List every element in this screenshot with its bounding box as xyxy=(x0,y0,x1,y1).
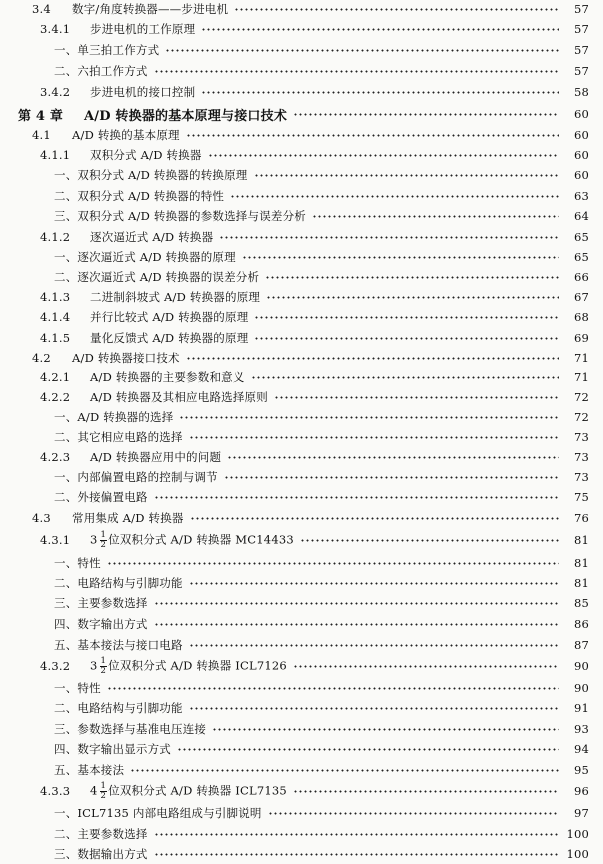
toc-title xyxy=(48,637,183,653)
toc-page-number: 63 xyxy=(573,189,589,203)
toc-entry-row[interactable] xyxy=(0,824,603,844)
toc-title xyxy=(66,127,180,143)
toc-title-text: 二、主要参数选择 xyxy=(54,827,148,841)
toc-title xyxy=(84,657,287,676)
toc-title-text: 二、电路结构与引脚功能 xyxy=(54,576,183,590)
toc-number: 3.4.1 xyxy=(40,22,71,36)
toc-entry-row[interactable] xyxy=(0,287,603,307)
toc-page-number: 100 xyxy=(566,827,589,841)
toc-page-number: 58 xyxy=(573,85,589,99)
toc-entry-row[interactable] xyxy=(0,307,603,327)
dot-leader xyxy=(201,28,559,31)
toc-entry-row[interactable] xyxy=(0,635,603,655)
toc-title-text: 一、ICL7135 内部电路组成与引脚说明 xyxy=(54,806,262,820)
toc-title xyxy=(48,208,306,224)
dot-leader xyxy=(300,539,559,542)
toc-entry-row[interactable] xyxy=(0,186,603,206)
toc-entry-row[interactable] xyxy=(0,678,603,698)
fraction xyxy=(100,531,108,550)
toc-entry-row[interactable] xyxy=(0,573,603,593)
toc-page-number: 71 xyxy=(573,351,589,365)
toc-entry-row[interactable] xyxy=(0,82,603,102)
toc-page-number: 81 xyxy=(573,556,589,570)
toc-entry-row[interactable] xyxy=(0,739,603,759)
toc-title-text: 二、其它相应电路的选择 xyxy=(54,430,183,444)
dot-leader xyxy=(165,49,559,52)
fraction-numerator: 1 xyxy=(100,655,107,666)
toc-title-text: 三、参数选择与基准电压连接 xyxy=(54,722,207,736)
dot-leader xyxy=(154,602,559,605)
toc-title xyxy=(84,369,245,385)
toc-number: 4.3.3 xyxy=(40,784,71,798)
toc-page-number: 90 xyxy=(573,659,589,673)
toc-title xyxy=(48,616,148,632)
toc-title xyxy=(48,42,159,58)
toc-page-number: 94 xyxy=(573,742,589,756)
toc-title xyxy=(48,762,124,778)
toc-number: 4.1.5 xyxy=(40,331,71,345)
fraction xyxy=(100,657,108,676)
toc-title-text: 位双积分式 A/D 转换器 ICL7126 xyxy=(108,658,287,672)
toc-title-text: 并行比较式 A/D 转换器的原理 xyxy=(90,310,249,324)
toc-page-number: 60 xyxy=(573,168,589,182)
toc-number: 4.1 xyxy=(32,128,51,142)
toc-entry-row[interactable] xyxy=(0,407,603,427)
toc-title xyxy=(48,700,183,716)
toc-page-number: 100 xyxy=(566,847,589,861)
toc-entry-row[interactable] xyxy=(0,844,603,864)
toc-number: 4.3 xyxy=(32,511,51,525)
toc-title-text: 双积分式 A/D 转换器 xyxy=(90,148,202,162)
toc-entry-row[interactable] xyxy=(0,165,603,185)
dot-leader xyxy=(154,496,559,499)
dot-leader xyxy=(254,337,559,340)
toc-page-number: 96 xyxy=(573,784,589,798)
toc-title-text: 数字/角度转换器——步进电机 xyxy=(72,2,229,16)
toc-number: 第 4 章 xyxy=(18,108,64,124)
toc-page-number: 81 xyxy=(573,576,589,590)
toc-title-text: 三、数据输出方式 xyxy=(54,847,148,861)
fraction xyxy=(100,782,108,801)
toc-title xyxy=(48,721,206,737)
toc-title xyxy=(66,510,184,526)
dot-leader xyxy=(186,134,559,137)
mixed-number-whole: 3 xyxy=(90,532,98,546)
toc-title-text: 二、双积分式 A/D 转换器的特性 xyxy=(54,189,225,203)
toc-entry-row[interactable] xyxy=(0,467,603,487)
toc-entry-row[interactable] xyxy=(0,719,603,739)
toc-page-number: 66 xyxy=(573,270,589,284)
toc-title-text: 一、特性 xyxy=(54,556,101,570)
toc-title xyxy=(48,63,148,79)
dot-leader xyxy=(212,728,559,731)
toc-page-number: 73 xyxy=(573,450,589,464)
toc-title xyxy=(48,575,183,591)
toc-title-text: A/D 转换器及其相应电路选择原则 xyxy=(90,390,268,404)
fraction-denominator: 2 xyxy=(100,790,107,801)
toc-entry-row[interactable] xyxy=(0,145,603,165)
toc-page-number: 57 xyxy=(573,43,589,57)
toc-number: 3.4.2 xyxy=(40,85,71,99)
dot-leader xyxy=(189,582,559,585)
toc-entry-row[interactable] xyxy=(0,487,603,507)
toc-entry-row[interactable] xyxy=(0,553,603,573)
toc-title-text: 逐次逼近式 A/D 转换器 xyxy=(90,230,214,244)
toc-title-text: 步进电机的接口控制 xyxy=(90,85,196,99)
dot-leader xyxy=(293,113,559,116)
toc-title xyxy=(48,680,101,696)
toc-page-number: 57 xyxy=(573,2,589,16)
toc-entry-row[interactable] xyxy=(0,656,603,676)
toc-title-text: A/D 转换器应用中的问题 xyxy=(90,450,222,464)
dot-leader xyxy=(186,357,559,360)
toc-title xyxy=(48,469,218,485)
toc-entry-row[interactable] xyxy=(0,19,603,39)
toc-title-text: 一、单三拍工作方式 xyxy=(54,43,160,57)
toc-title xyxy=(84,84,195,100)
dot-leader xyxy=(201,91,559,94)
toc-title xyxy=(48,826,148,842)
toc-page-number: 57 xyxy=(573,22,589,36)
toc-entry-row[interactable] xyxy=(0,267,603,287)
dot-leader xyxy=(177,748,559,751)
toc-title-text: A/D 转换器的主要参数和意义 xyxy=(90,370,245,384)
fraction-denominator: 2 xyxy=(100,665,107,676)
toc-title xyxy=(66,1,228,17)
dot-leader xyxy=(265,276,559,279)
toc-entry-row[interactable] xyxy=(0,698,603,718)
toc-title xyxy=(48,269,259,285)
toc-title-text: 三、双积分式 A/D 转换器的参数选择与误差分析 xyxy=(54,209,307,223)
dot-leader xyxy=(154,853,559,856)
dot-leader xyxy=(268,812,559,815)
toc-title xyxy=(48,805,262,821)
toc-number: 3.4 xyxy=(32,2,51,16)
toc-page-number: 86 xyxy=(573,617,589,631)
toc-title xyxy=(84,21,195,37)
toc-page-number: 73 xyxy=(573,470,589,484)
toc-number: 4.1.2 xyxy=(40,230,71,244)
toc-entry-row[interactable] xyxy=(0,348,603,368)
toc-number: 4.2 xyxy=(32,351,51,365)
toc-number: 4.1.4 xyxy=(40,310,71,324)
toc-page-number: 68 xyxy=(573,310,589,324)
toc-entry-row[interactable] xyxy=(0,328,603,348)
toc-title xyxy=(84,229,213,245)
toc-title-text: 一、内部偏置电路的控制与调节 xyxy=(54,470,218,484)
dot-leader xyxy=(293,665,559,668)
toc-entry-row[interactable] xyxy=(0,40,603,60)
toc-title-text: 常用集成 A/D 转换器 xyxy=(72,511,184,525)
toc-entry-row[interactable] xyxy=(0,803,603,823)
toc-title xyxy=(84,782,287,801)
toc-title-text: A/D 转换器的基本原理与接口技术 xyxy=(84,108,288,124)
toc-title-text: 二、电路结构与引脚功能 xyxy=(54,701,183,715)
toc-page-number: 91 xyxy=(573,701,589,715)
toc-number: 4.3.2 xyxy=(40,659,71,673)
toc-entry-row[interactable] xyxy=(0,508,603,528)
toc-title-text: 量化反馈式 A/D 转换器的原理 xyxy=(90,331,249,345)
dot-leader xyxy=(154,833,559,836)
toc-entry-row[interactable] xyxy=(0,427,603,447)
toc-number: 4.2.3 xyxy=(40,450,71,464)
toc-entry-row[interactable] xyxy=(0,447,603,467)
toc-entry-row[interactable] xyxy=(0,760,603,780)
toc-number: 4.2.2 xyxy=(40,390,71,404)
dot-leader xyxy=(154,70,559,73)
toc-page-number: 69 xyxy=(573,331,589,345)
toc-page-number: 72 xyxy=(573,390,589,404)
toc-page-number: 85 xyxy=(573,596,589,610)
toc-title xyxy=(48,489,148,505)
toc-title xyxy=(48,409,173,425)
toc-page-number: 72 xyxy=(573,410,589,424)
toc-page-number: 65 xyxy=(573,230,589,244)
dot-leader xyxy=(190,517,559,520)
dot-leader xyxy=(224,476,559,479)
toc-title-text: A/D 转换器接口技术 xyxy=(72,351,180,365)
toc-page-number: 97 xyxy=(573,806,589,820)
toc-entry-row[interactable] xyxy=(0,206,603,226)
toc-entry-row[interactable] xyxy=(0,247,603,267)
fraction-numerator: 1 xyxy=(100,529,107,540)
toc-title-text: 二、外接偏置电路 xyxy=(54,490,148,504)
mixed-number-whole: 3 xyxy=(90,658,98,672)
dot-leader xyxy=(107,687,559,690)
toc-title-text: 一、A/D 转换器的选择 xyxy=(54,410,174,424)
toc-page-number: 75 xyxy=(573,490,589,504)
dot-leader xyxy=(266,296,559,299)
toc-title xyxy=(84,289,260,305)
dot-leader xyxy=(189,707,559,710)
dot-leader xyxy=(189,644,559,647)
dot-leader xyxy=(251,376,559,379)
dot-leader xyxy=(189,436,559,439)
toc-number: 4.3.1 xyxy=(40,533,71,547)
toc-title-text: 二、逐次逼近式 A/D 转换器的误差分析 xyxy=(54,270,260,284)
toc-page-number: 60 xyxy=(573,128,589,142)
toc-title-text: 二进制斜坡式 A/D 转换器的原理 xyxy=(90,290,261,304)
dot-leader xyxy=(254,316,559,319)
dot-leader xyxy=(227,456,559,459)
toc-title-text: 一、逐次逼近式 A/D 转换器的原理 xyxy=(54,250,236,264)
toc-title-text: 位双积分式 A/D 转换器 MC14433 xyxy=(108,532,294,546)
dot-leader xyxy=(230,195,559,198)
toc-title xyxy=(48,846,148,862)
dot-leader xyxy=(179,416,559,419)
toc-page-number: 73 xyxy=(573,430,589,444)
toc-page-number: 93 xyxy=(573,722,589,736)
toc-chapter-row[interactable] xyxy=(0,104,603,124)
toc-title-text: 一、特性 xyxy=(54,681,101,695)
toc-title xyxy=(84,531,294,550)
toc-title xyxy=(84,147,202,163)
toc-title xyxy=(48,741,171,757)
toc-title-text: 五、基本接法 xyxy=(54,763,125,777)
toc-page-number: 57 xyxy=(573,64,589,78)
toc-title-text: 四、数字输出显示方式 xyxy=(54,742,171,756)
toc-page-number: 60 xyxy=(573,107,589,121)
toc-title-text: 五、基本接法与接口电路 xyxy=(54,638,183,652)
toc-title xyxy=(48,167,248,183)
dot-leader xyxy=(234,8,559,11)
toc-title-text: 三、主要参数选择 xyxy=(54,596,148,610)
toc-entry-row[interactable] xyxy=(0,614,603,634)
toc-page-number: 65 xyxy=(573,250,589,264)
toc-number: 4.2.1 xyxy=(40,370,71,384)
toc-page-number: 95 xyxy=(573,763,589,777)
toc-title xyxy=(84,309,248,325)
toc-entry-row[interactable] xyxy=(0,781,603,801)
toc-entry-row[interactable] xyxy=(0,125,603,145)
dot-leader xyxy=(274,396,559,399)
toc-number: 4.1.3 xyxy=(40,290,71,304)
toc-entry-row[interactable] xyxy=(0,593,603,613)
dot-leader xyxy=(130,769,559,772)
dot-leader xyxy=(254,174,559,177)
toc-title-text: 二、六拍工作方式 xyxy=(54,64,148,78)
toc-title xyxy=(48,595,148,611)
fraction-numerator: 1 xyxy=(100,780,107,791)
fraction-denominator: 2 xyxy=(100,539,107,550)
toc-entry-row[interactable] xyxy=(0,227,603,247)
toc-title-text: A/D 转换的基本原理 xyxy=(72,128,180,142)
toc-page-number: 71 xyxy=(573,370,589,384)
toc-title xyxy=(48,429,183,445)
dot-leader xyxy=(219,236,559,239)
toc-page-number: 60 xyxy=(573,148,589,162)
toc-entry-row[interactable] xyxy=(0,61,603,81)
toc-page-number: 64 xyxy=(573,209,589,223)
toc-entry-row[interactable] xyxy=(0,0,603,19)
toc-title xyxy=(84,330,248,346)
dot-leader xyxy=(312,215,559,218)
toc-page-number: 76 xyxy=(573,511,589,525)
dot-leader xyxy=(208,154,559,157)
toc-title xyxy=(84,389,268,405)
dot-leader xyxy=(154,623,559,626)
toc-title xyxy=(48,555,101,571)
toc-title xyxy=(48,188,224,204)
toc-title xyxy=(78,105,287,124)
toc-entry-row[interactable] xyxy=(0,387,603,407)
toc-number: 4.1.1 xyxy=(40,148,71,162)
toc-title-text: 步进电机的工作原理 xyxy=(90,22,196,36)
toc-page-number: 90 xyxy=(573,681,589,695)
dot-leader xyxy=(242,256,559,259)
toc-title-text: 一、双积分式 A/D 转换器的转换原理 xyxy=(54,168,248,182)
toc-page-number: 67 xyxy=(573,290,589,304)
toc-title xyxy=(84,449,221,465)
dot-leader xyxy=(107,562,559,565)
mixed-number-whole: 4 xyxy=(90,783,98,797)
toc-entry-row[interactable] xyxy=(0,530,603,550)
toc-title-text: 位双积分式 A/D 转换器 ICL7135 xyxy=(108,783,287,797)
dot-leader xyxy=(293,790,559,793)
toc-page-number: 81 xyxy=(573,533,589,547)
toc-title-text: 四、数字输出方式 xyxy=(54,617,148,631)
toc-title xyxy=(48,249,236,265)
toc-page-number: 87 xyxy=(573,638,589,652)
toc-title xyxy=(66,350,180,366)
toc-entry-row[interactable] xyxy=(0,367,603,387)
